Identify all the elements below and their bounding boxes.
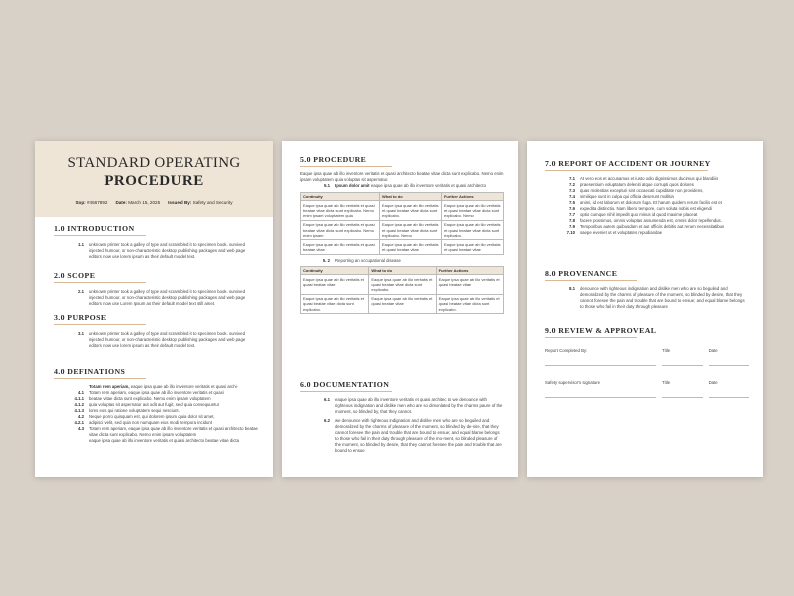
date-field[interactable] bbox=[709, 353, 749, 366]
supervisor-signature-field[interactable] bbox=[545, 385, 656, 398]
section-documentation bbox=[300, 380, 504, 454]
table-row: Eaque ipsa quae ab illo veritatis et quasi beatae vitae Eaque ipsa quae ab illo veritatis et quasi beatae vitae dicta sunt explicabo. Eaque ipsa quae ab illo veritatis et quasi beatae vitae bbox=[301, 275, 504, 295]
list-item: 6.2 we denounce with righteous indignation and dislike men who are so beguiled and demoralized by the charms of pleasure of the moment, so blinded by de-sire, that they cannot foresee the pain and trouble that are bound to ensue; and equal blame belongs to those who fail in their duty through pleasure of the mo-ment, so blinded pleasure of the moment, so blinded by desire, that they cannot foresee the pain and trouble that are bound to ensue bbox=[324, 418, 502, 453]
section-introduction bbox=[54, 224, 259, 260]
date-meta: Date: March 15, 2025 bbox=[115, 200, 161, 205]
list-item: 4.1.1 beatae vitae dicta sunt explicabo. Nemo enim ipsam voluptatem bbox=[74, 396, 211, 401]
report-completed-field[interactable] bbox=[545, 353, 656, 366]
list-item: 7.3 quas molestias excepturi sint occaecati cupiditate non providens, bbox=[569, 188, 704, 193]
list-item: 1.1 unknown printer took a galley of type and scrambled it to specimen book. survived injected humour, or non-characteristic desktop publishing packages and web page editors now use lorem ipsum as their default model text. bbox=[78, 242, 246, 259]
list-item: 7.4 similique sunt in culpa qui officia deserunt mollitia bbox=[569, 194, 674, 199]
list-item: 7.5 animi, id est laborum et dolorum fuga. Et harum quidem rerum facilis est et bbox=[569, 200, 722, 205]
section-heading: 5.0 PROCEDURE bbox=[300, 155, 367, 164]
title-band bbox=[35, 141, 273, 217]
section-heading: 8.0 PROVENANCE bbox=[545, 269, 618, 278]
section-review bbox=[545, 326, 749, 398]
sop-meta: Sop: #4567892 bbox=[75, 200, 108, 205]
list-item: 5.1 Ipsum dolor amit eaque ipsa quae ab illo inventore veritatis et quasi architecto bbox=[324, 183, 486, 188]
title-label: Title bbox=[662, 380, 671, 385]
section-provenance bbox=[545, 269, 749, 310]
list-item: 4.2 Neque porro quisquam est, qui dolorem ipsum quia dolor sit amet, bbox=[78, 414, 215, 419]
section-heading: 4.0 DEFINATIONS bbox=[54, 367, 126, 376]
signature-row-1 bbox=[545, 348, 749, 366]
list-item: 4.3 Totam rem aperiam, eaque ipsa quae ab illo inventore veritatis et quasi architecto beatae vitae dicta sunt explicabo. Nemo enim ipsam voluptatem bbox=[78, 426, 258, 437]
procedure-table-2 bbox=[300, 266, 504, 314]
section-heading: 3.0 PURPOSE bbox=[54, 313, 107, 322]
table-header-row: Continuity What to do Further Actions bbox=[301, 193, 504, 201]
section-heading: 7.0 REPORT OF ACCIDENT OR JOURNEY bbox=[545, 159, 711, 168]
page-2 bbox=[282, 141, 518, 477]
page-1 bbox=[35, 141, 273, 477]
list-item: 7.7 optio cumque nihil impedit quo minus id quod maxime placeat bbox=[569, 212, 698, 217]
issued-meta: Issued By: Safety and Security bbox=[168, 200, 233, 205]
list-item: 4.1.3 lores eos qui ratione voluptatem sequi nesciunt. bbox=[74, 408, 180, 413]
title-line-1: STANDARD OPERATING bbox=[67, 155, 241, 171]
list-item: eaque ipsa quae ab illo inventore veritatis et quasi architecto beatae vitae dicta bbox=[89, 438, 240, 443]
section-heading: 2.0 SCOPE bbox=[54, 271, 96, 280]
table-row: Eaque ipsa quae ab illo veritatis et quasi beatae vitae dicta sunt explicabo. Eaque ipsa quae ab illo veritatis et quasi beatae vitae Eaque ipsa quae ab illo veritatis et quasi beatae vitae dicta sunt explicabo. bbox=[301, 294, 504, 314]
section-purpose bbox=[54, 313, 259, 349]
list-item: 7.6 expedita distinctio. Nam libero tempore, cum soluta nobis est eligendi bbox=[569, 206, 712, 211]
list-item: 6.1 eaque ipsa quae ab illo inventore veritatis et quasi architec to we denounce with righteous indignation and dislike men who are so dimonlated by the charms paure of the moment, so blinded by, that they cannot. bbox=[324, 397, 503, 414]
section-heading: 9.0 REVIEW & APPROVEAL bbox=[545, 326, 657, 335]
list-item: Totam rem aperiam, eaque ipsa quae ab illo inventore veritatis et quasi archi- bbox=[89, 384, 238, 389]
list-item: 7.2 praesentium voluptatum deleniti atque corrupti quos dolores bbox=[569, 182, 694, 187]
list-item: 4.1 Totam rem aperiam, eaque ipsa quae ab illo inventore veritatis et quasi bbox=[78, 390, 224, 395]
list-item: 2.1 unknown printer took a galley of type and scrambled it to specimen book. survived injected humour, or non-characteristic desktop publishing packages and web page editors now use Lorem Ipsum as their default model text still amet. bbox=[78, 289, 246, 306]
procedure-table-1 bbox=[300, 192, 504, 255]
table-header-row: Continuity What to do Further Actions bbox=[301, 266, 504, 274]
section-heading: 6.0 DOCUMENTATION bbox=[300, 380, 390, 389]
date-label: Date bbox=[708, 348, 718, 353]
section-procedure bbox=[300, 155, 504, 314]
list-item: 7.10 saepe eveniet ut et voluptates repudiandae bbox=[566, 230, 663, 235]
list-item: 8.1 denounce with righteous indignation and dislike men who are so beguiled and demoralized by the charms of pleasure of the moment, so blinded by desire, that they cannot foresee the pain and trouble that are bound to ensue; and equal blame belongs to those who fail in their duty through pleasure bbox=[569, 286, 745, 309]
list-item: 7.1 At vero eos et accusamus et iusto odio dignissimos ducimus qui blandiiis bbox=[569, 176, 719, 181]
report-completed-label: Report Completed By: bbox=[545, 348, 588, 353]
signature-row-2 bbox=[545, 380, 749, 398]
meta-line bbox=[35, 200, 273, 205]
table-row: Eaque ipsa quae ab illo veritatis et quasi beatae vitae Eaque ipsa quae ab illo veritatis et quasi beatae vitae Eaque ipsa quae ab illo veritatis et quasi beatae vitae bbox=[301, 240, 504, 254]
list-item: 4.1.2 quia voluptas sit aspernatur aut odit aut fugit, sed quia consequuntur bbox=[74, 402, 220, 407]
table-row: Eaque ipsa quae ab illo veritatis et quasi beatae vitae dicta sunt explicabo. Nemo enim ipsam Eaque ipsa quae ab illo veritatis et quasi beatae vitae dicta sunt explicabo. Nemo Eaque ipsa quae ab illo veritatis et quasi beatae vitae dicta sunt explicabo. bbox=[301, 220, 504, 240]
section-heading: 1.0 INTRODUCTION bbox=[54, 224, 135, 233]
section-scope bbox=[54, 271, 259, 307]
title-field[interactable] bbox=[662, 385, 702, 398]
list-item: 7.9 Temporibus autem quibusdam et aut officiis debitis aut rerum necessitatibus bbox=[569, 224, 725, 229]
title-field[interactable] bbox=[662, 353, 702, 366]
list-item: 5. 2 Reporting an occupational disease bbox=[322, 257, 401, 263]
list-item: 4.2.1 adipisci velit, sed quia non numquam eius modi tempora incidunt bbox=[74, 420, 213, 425]
title-line-2: PROCEDURE bbox=[104, 173, 204, 189]
list-item: 3.1 unknown printer took a galley of type and scrambled it to specimen book. survived injected humour, or non-characteristic desktop publishing packages and web page editors now use lorem ipsum as their default model text. bbox=[78, 331, 246, 348]
list-item: 7.8 facere possimus, omnis voluptas assumenda est, omnis dolor repellendus. bbox=[569, 218, 722, 223]
section-definitions bbox=[54, 367, 259, 444]
supervisor-signature-label: Safety supervisor's signature bbox=[545, 380, 601, 385]
date-field[interactable] bbox=[709, 385, 749, 398]
date-label: Date bbox=[708, 380, 718, 385]
section-report bbox=[545, 159, 749, 236]
table-row: Eaque ipsa quae ab illo veritatis et quasi beatae vitae dicta sunt explicabo. Nemo enim ipsam voluptatem quia Eaque ipsa quae ab illo veritatis et quasi beatae vitae dicta sunt explicabo. Eaque ipsa quae ab illo veritatis et quasi beatae vitae dicta sunt explicabo. Nemo bbox=[301, 201, 504, 221]
page-3 bbox=[527, 141, 763, 477]
procedure-intro: Eaque ipsa quae ab illo inventore veritatis et quasi architecto beatae vitae dicta sunt explicabo. Nemo enim ipsam voluptatem quia voluptas sit aspernatur. bbox=[300, 171, 504, 182]
title-label: Title bbox=[662, 348, 671, 353]
